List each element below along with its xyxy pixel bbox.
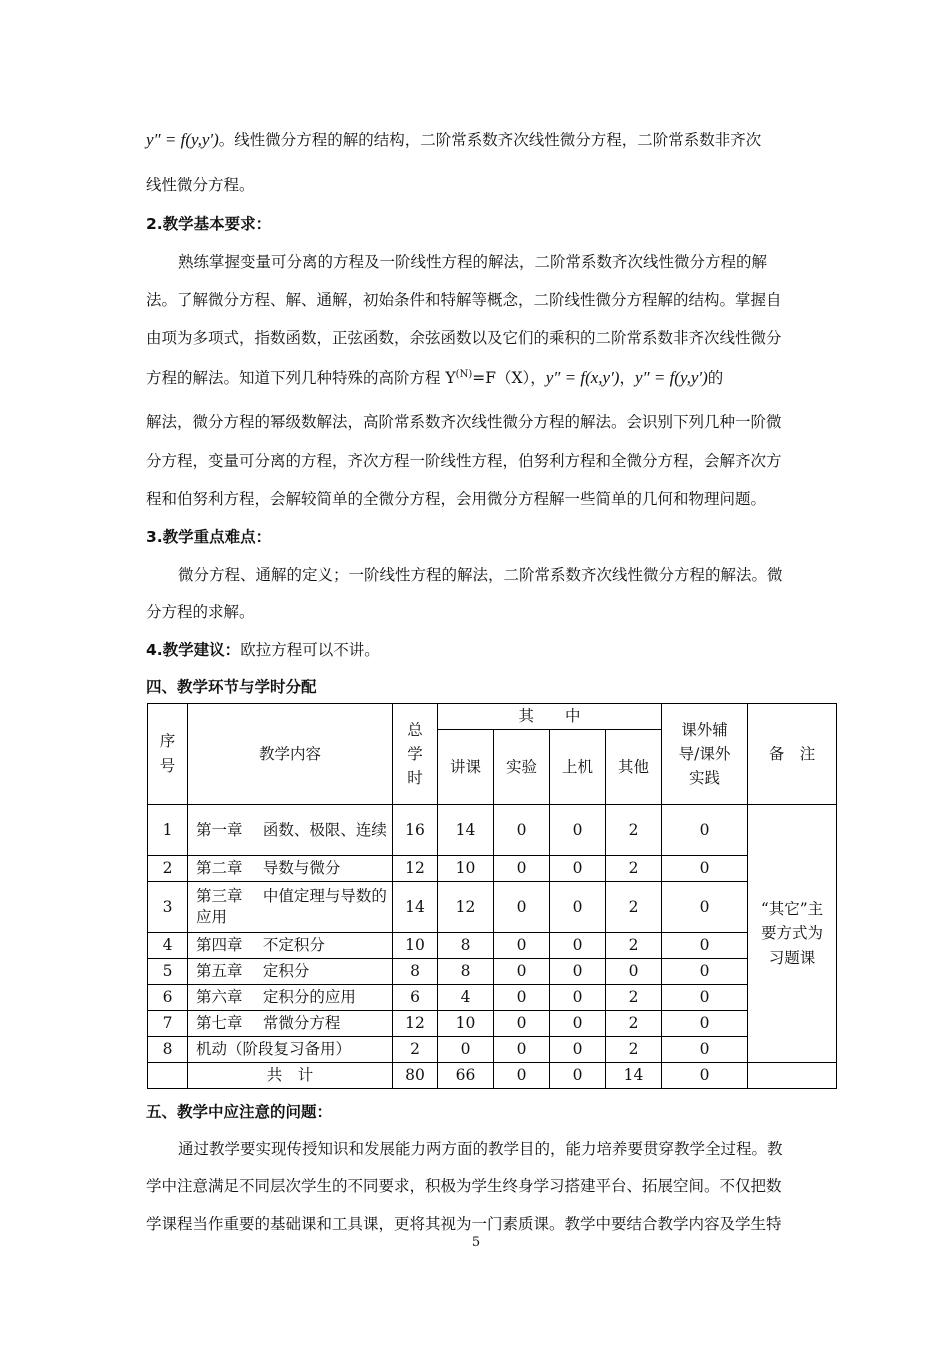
cell-seq: 3 xyxy=(148,882,188,933)
table-row xyxy=(148,1037,837,1063)
table-row xyxy=(148,985,837,1011)
header-lab: 实验 xyxy=(494,730,550,805)
cell-lab: 0 xyxy=(494,1037,550,1063)
cell-extra: 0 xyxy=(662,805,748,856)
section-heading: 3.教学重点难点： xyxy=(146,528,272,546)
text: 。线性微分方程的解的结构，二阶常系数齐次线性微分方程，二阶常系数非齐次 xyxy=(218,131,762,149)
table-row xyxy=(148,959,837,985)
cell-lab: 0 xyxy=(494,882,550,933)
cell-total: 10 xyxy=(393,933,438,959)
cell-lab: 0 xyxy=(494,856,550,882)
cell-other: 2 xyxy=(606,805,662,856)
table-row xyxy=(148,882,837,933)
section-heading: 2.教学基本要求： xyxy=(146,215,272,233)
part-heading: 五、教学中应注意的问题： xyxy=(146,1103,333,1121)
text: 欧拉方程可以不讲。 xyxy=(240,641,380,659)
cell-content: 第七章 常微分方程 xyxy=(188,1011,393,1037)
paragraph-line xyxy=(146,366,836,388)
table-row xyxy=(148,933,837,959)
paragraph-line xyxy=(146,128,836,150)
paragraph-line: 分方程的求解。 xyxy=(146,603,255,621)
cell-other: 2 xyxy=(606,1011,662,1037)
cell-total: 16 xyxy=(393,805,438,856)
cell-lecture: 10 xyxy=(438,856,494,882)
remark-cell: “其它”主要方式为习题课 xyxy=(748,805,837,1063)
cell-content: 第五章 定积分 xyxy=(188,959,393,985)
paragraph-line: 学课程当作重要的基础课和工具课，更将其视为一门素质课。教学中要结合教学内容及学生特 xyxy=(146,1215,782,1233)
cell-seq: 5 xyxy=(148,959,188,985)
schedule-table xyxy=(147,703,837,1089)
cell-seq: 8 xyxy=(148,1037,188,1063)
cell-content: 第四章 不定积分 xyxy=(188,933,393,959)
cell-content: 机动（阶段复习备用） xyxy=(188,1037,393,1063)
cell-computer: 0 xyxy=(550,985,606,1011)
cell-extra: 0 xyxy=(662,933,748,959)
cell-computer: 0 xyxy=(550,882,606,933)
part-heading: 四、教学环节与学时分配 xyxy=(146,678,317,696)
cell-lab: 0 xyxy=(494,1063,550,1089)
paragraph-line: 解法，微分方程的幂级数解法，高阶常系数齐次线性微分方程的解法。会识别下列几种一阶微 xyxy=(146,413,782,431)
cell-lecture: 8 xyxy=(438,933,494,959)
header-seq: 序号 xyxy=(148,704,188,805)
paragraph-line xyxy=(146,638,836,660)
header-lecture: 讲课 xyxy=(438,730,494,805)
cell-computer: 0 xyxy=(550,1011,606,1037)
cell-lecture: 12 xyxy=(438,882,494,933)
cell-extra: 0 xyxy=(662,1063,748,1089)
cell-computer: 0 xyxy=(550,856,606,882)
cell-other: 2 xyxy=(606,985,662,1011)
section-heading: 4.教学建议： xyxy=(146,641,241,659)
formula: y″ = f(x,y′) xyxy=(545,368,620,387)
cell-total: 12 xyxy=(393,1011,438,1037)
cell-total-label: 共 计 xyxy=(188,1063,393,1089)
cell-content: 第三章 中值定理与导数的应用 xyxy=(188,882,393,933)
header-total: 总学时 xyxy=(393,704,438,805)
cell-seq: 4 xyxy=(148,933,188,959)
cell-total: 80 xyxy=(393,1063,438,1089)
cell-remark xyxy=(748,1063,837,1089)
cell-other: 2 xyxy=(606,1037,662,1063)
cell-total: 6 xyxy=(393,985,438,1011)
cell-total: 8 xyxy=(393,959,438,985)
cell-seq: 6 xyxy=(148,985,188,1011)
cell-seq: 2 xyxy=(148,856,188,882)
cell-other: 2 xyxy=(606,856,662,882)
cell-other: 2 xyxy=(606,882,662,933)
paragraph-line: 微分方程、通解的定义；一阶线性方程的解法，二阶常系数齐次线性微分方程的解法。微 xyxy=(178,566,783,584)
cell-lab: 0 xyxy=(494,959,550,985)
cell-lab: 0 xyxy=(494,985,550,1011)
cell-extra: 0 xyxy=(662,882,748,933)
cell-other: 0 xyxy=(606,959,662,985)
cell-lecture: 0 xyxy=(438,1037,494,1063)
cell-computer: 0 xyxy=(550,959,606,985)
cell-other: 14 xyxy=(606,1063,662,1089)
total-row xyxy=(148,1063,837,1089)
cell-content: 第一章 函数、极限、连续 xyxy=(188,805,393,856)
paragraph-line: 由项为多项式，指数函数，正弦函数，余弦函数以及它们的乘积的二阶常系数非齐次线性微分 xyxy=(146,329,782,347)
paragraph-line: 熟练掌握变量可分离的方程及一阶线性方程的解法，二阶常系数齐次线性微分方程的解 xyxy=(178,253,768,271)
formula: y″ = f(y,y′) xyxy=(146,130,219,149)
paragraph-line: 线性微分方程。 xyxy=(146,176,255,194)
text: 方程的解法。知道下列几种特殊的高阶方程 Y xyxy=(146,369,456,387)
header-extra: 课外辅导/课外实践 xyxy=(662,704,748,805)
cell-computer: 0 xyxy=(550,1037,606,1063)
superscript: (N) xyxy=(455,368,473,380)
cell-lecture: 4 xyxy=(438,985,494,1011)
header-other: 其他 xyxy=(606,730,662,805)
cell-lab: 0 xyxy=(494,933,550,959)
cell-extra: 0 xyxy=(662,1037,748,1063)
paragraph-line: 学中注意满足不同层次学生的不同要求，积极为学生终身学习搭建平台、拓展空间。不仅把数 xyxy=(146,1177,782,1195)
header-row xyxy=(148,704,837,730)
paragraph-line: 法。了解微分方程、解、通解，初始条件和特解等概念，二阶线性微分方程解的结构。掌握自 xyxy=(146,291,782,309)
text: ， xyxy=(619,369,635,387)
cell-extra: 0 xyxy=(662,1011,748,1037)
cell-content: 第二章 导数与微分 xyxy=(188,856,393,882)
table-row xyxy=(148,856,837,882)
cell-lecture: 14 xyxy=(438,805,494,856)
table-row xyxy=(148,1011,837,1037)
cell-total: 2 xyxy=(393,1037,438,1063)
cell-extra: 0 xyxy=(662,856,748,882)
page-number: 5 xyxy=(471,1235,481,1250)
cell-extra: 0 xyxy=(662,959,748,985)
cell-extra: 0 xyxy=(662,985,748,1011)
cell-lecture: 10 xyxy=(438,1011,494,1037)
header-content: 教学内容 xyxy=(188,704,393,805)
header-among: 其 中 xyxy=(438,704,662,730)
cell-lecture: 66 xyxy=(438,1063,494,1089)
cell-other: 2 xyxy=(606,933,662,959)
paragraph-line: 通过教学要实现传授知识和发展能力两方面的教学目的，能力培养要贯穿教学全过程。教 xyxy=(178,1140,783,1158)
header-remark: 备 注 xyxy=(748,704,837,805)
paragraph-line: 分方程，变量可分离的方程，齐次方程一阶线性方程，伯努利方程和全微分方程，会解齐次方 xyxy=(146,452,782,470)
cell-content: 第六章 定积分的应用 xyxy=(188,985,393,1011)
text: =F（X）， xyxy=(472,369,546,387)
cell-lecture: 8 xyxy=(438,959,494,985)
cell-computer: 0 xyxy=(550,933,606,959)
text: 的 xyxy=(707,369,724,387)
cell-lab: 0 xyxy=(494,805,550,856)
cell-lab: 0 xyxy=(494,1011,550,1037)
cell-seq: 7 xyxy=(148,1011,188,1037)
header-computer: 上机 xyxy=(550,730,606,805)
cell-seq xyxy=(148,1063,188,1089)
cell-seq: 1 xyxy=(148,805,188,856)
cell-computer: 0 xyxy=(550,1063,606,1089)
cell-total: 12 xyxy=(393,856,438,882)
table-row xyxy=(148,805,837,856)
cell-computer: 0 xyxy=(550,805,606,856)
paragraph-line: 程和伯努利方程，会解较简单的全微分方程，会用微分方程解一些简单的几何和物理问题。 xyxy=(146,490,767,508)
formula: y″ = f(y,y′) xyxy=(634,368,708,387)
cell-total: 14 xyxy=(393,882,438,933)
